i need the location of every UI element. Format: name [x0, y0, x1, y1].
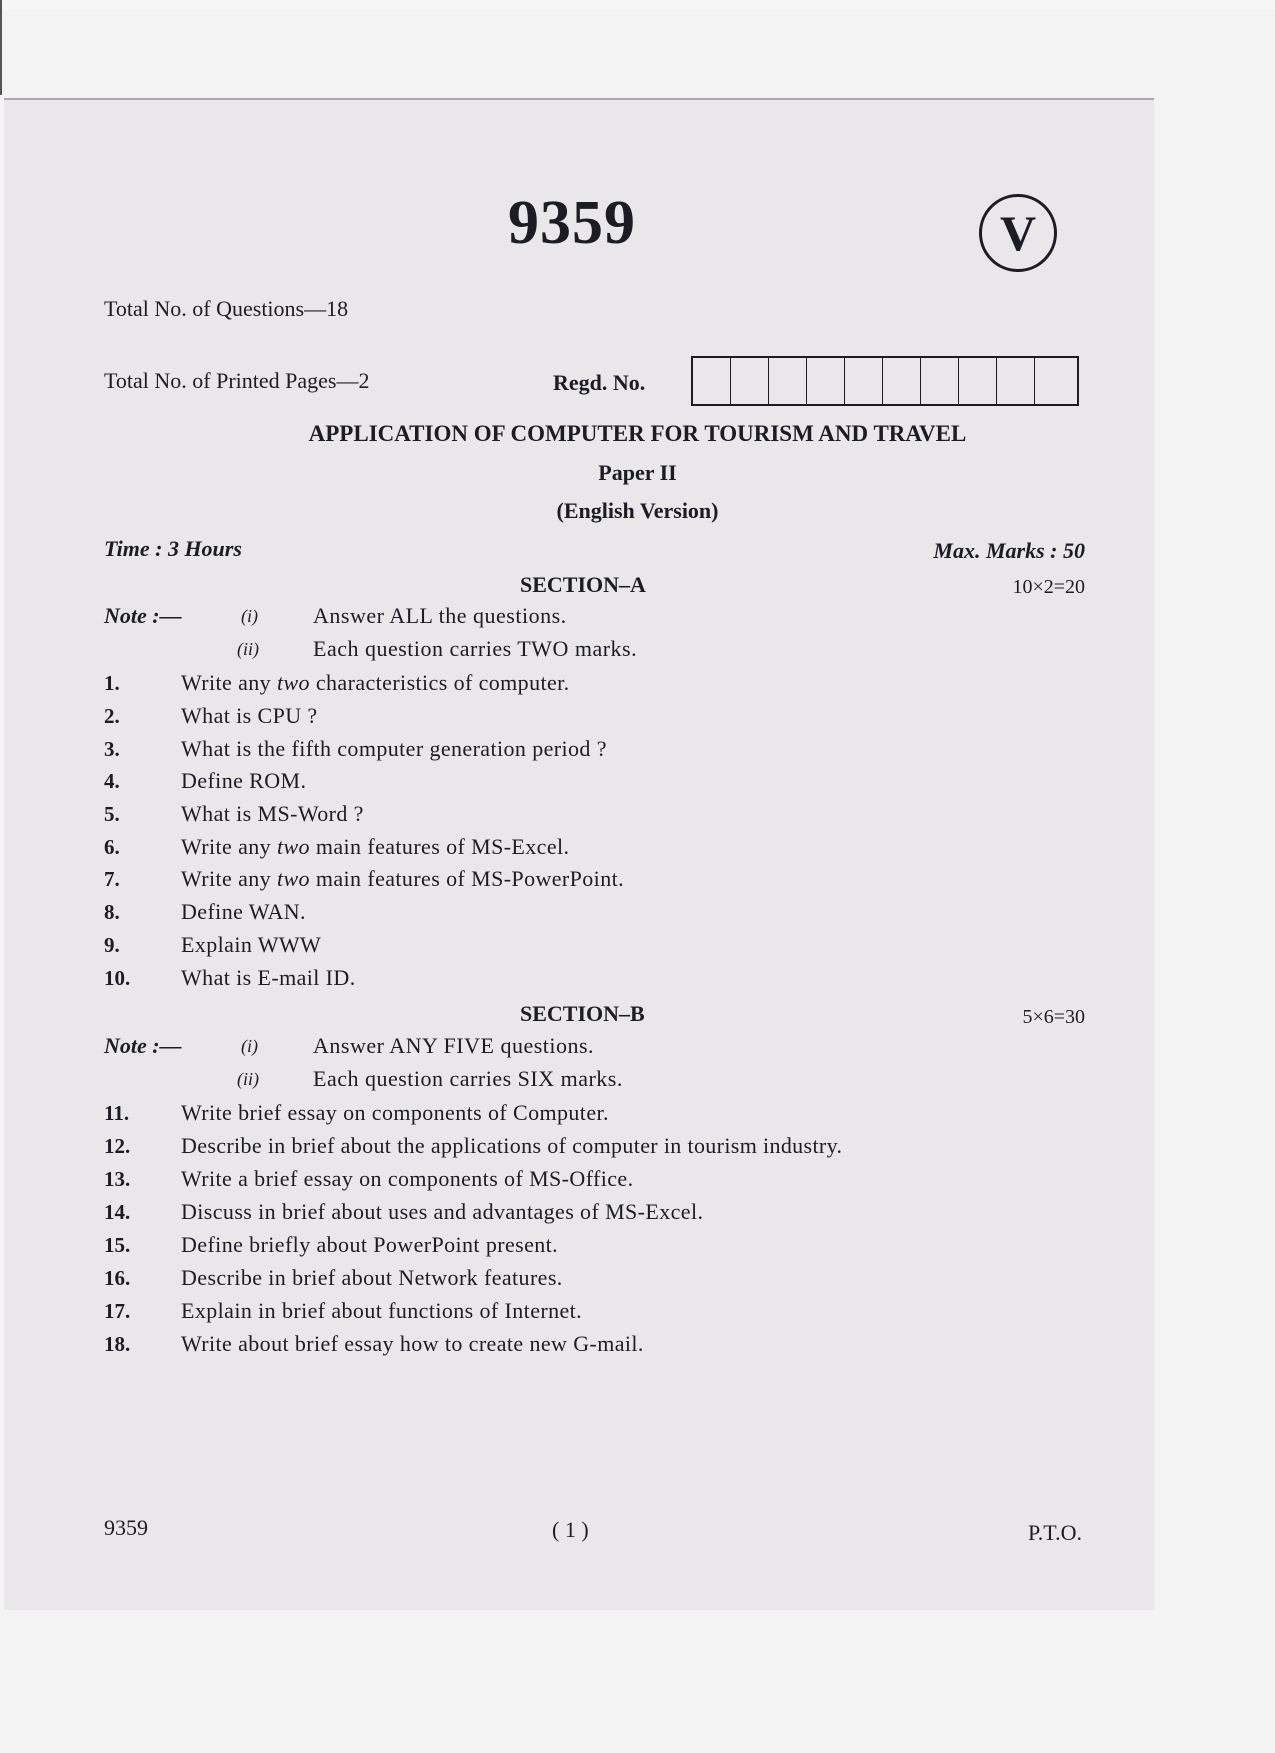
- question-text-part: Write any: [181, 866, 277, 891]
- scan-edge-top: [0, 0, 1275, 10]
- question-text-part: main features of MS-Excel.: [309, 834, 570, 859]
- total-pages: Total No. of Printed Pages—2: [104, 368, 370, 393]
- question-number: 8.: [104, 900, 120, 924]
- question-text-emphasis: two: [276, 670, 310, 695]
- question-text: [181, 834, 569, 860]
- regd-digit-box[interactable]: [845, 358, 883, 404]
- time-allowed: Time : 3 Hours: [104, 536, 242, 561]
- regd-digit-box[interactable]: [807, 358, 845, 404]
- question-text: [181, 768, 306, 794]
- section-a-note-label: Note :—: [104, 603, 182, 628]
- question-text: Describe in brief about the applications of computer in tourism industry.: [181, 1133, 843, 1158]
- question-paper-sheet: [4, 100, 1154, 1610]
- question-text-part: Write any: [181, 670, 277, 695]
- question-number: 9.: [104, 933, 120, 957]
- question-text-part: Write any: [181, 834, 277, 859]
- question-text-part: characteristics of computer.: [309, 670, 570, 695]
- question-text: Define briefly about PowerPoint present.: [181, 1232, 559, 1257]
- section-b-note-num-2: (ii): [237, 1069, 259, 1089]
- question-text-part: What is E-mail ID.: [181, 965, 356, 990]
- question-number: 10.: [104, 966, 131, 990]
- question-number: 18.: [104, 1332, 131, 1356]
- question-number: 17.: [104, 1299, 131, 1323]
- question-text-part: Explain WWW: [181, 932, 322, 957]
- section-a-marks: 10×2=20: [1012, 576, 1085, 598]
- question-number: 4.: [104, 769, 120, 793]
- paper-code: 9359: [508, 189, 636, 257]
- question-text-part: Define WAN.: [181, 899, 306, 924]
- question-number: 6.: [104, 835, 120, 859]
- question-number: 7.: [104, 867, 120, 891]
- section-b-note-text-1: Answer ANY FIVE questions.: [313, 1033, 595, 1058]
- section-a-note-num-1: (i): [241, 606, 258, 626]
- scan-edge-left: [0, 0, 2, 95]
- question-text-part: What is MS-Word ?: [181, 801, 364, 826]
- question-text: [181, 866, 624, 892]
- total-questions: [104, 296, 348, 322]
- question-text: [181, 703, 318, 729]
- regd-label: Regd. No.: [553, 370, 646, 395]
- question-text: [181, 932, 321, 958]
- sheet-top-edge: [4, 98, 1154, 100]
- question-number: 13.: [104, 1167, 131, 1191]
- regd-number-boxes[interactable]: [691, 356, 1079, 406]
- max-marks: Max. Marks : 50: [933, 538, 1085, 563]
- question-number: 15.: [104, 1233, 131, 1257]
- regd-digit-box[interactable]: [731, 358, 769, 404]
- section-a-note-text-1: Answer ALL the questions.: [313, 603, 567, 628]
- regd-digit-box[interactable]: [1035, 358, 1077, 404]
- question-number: 12.: [104, 1134, 131, 1158]
- section-a-note-text-2: Each question carries TWO marks.: [313, 636, 638, 661]
- regd-digit-box[interactable]: [883, 358, 921, 404]
- subject-title: APPLICATION OF COMPUTER FOR TOURISM AND TRAVEL: [308, 421, 967, 446]
- paper-label: Paper II: [598, 460, 677, 485]
- version-label: (English Version): [556, 498, 719, 523]
- question-text: Discuss in brief about uses and advantages of MS-Excel.: [181, 1199, 704, 1224]
- section-a-note-num-2: (ii): [237, 639, 259, 659]
- question-text-part: What is the fifth computer generation period ?: [181, 736, 607, 761]
- question-text: [181, 670, 570, 696]
- question-text: [181, 736, 607, 762]
- question-text: Write a brief essay on components of MS-Office.: [181, 1166, 634, 1191]
- question-number: 2.: [104, 704, 120, 728]
- question-number: 5.: [104, 802, 120, 826]
- question-number: 1.: [104, 671, 120, 695]
- question-number: 3.: [104, 737, 120, 761]
- question-text-emphasis: two: [276, 834, 310, 859]
- question-text: Write about brief essay how to create new G-mail.: [181, 1331, 644, 1356]
- regd-digit-box[interactable]: [921, 358, 959, 404]
- question-text: Write brief essay on components of Computer.: [181, 1100, 609, 1125]
- page-number: ( 1 ): [552, 1517, 589, 1542]
- question-number: 11.: [104, 1101, 130, 1125]
- question-number: 14.: [104, 1200, 131, 1224]
- section-b-note-label: Note :—: [104, 1033, 182, 1058]
- section-b-note-text-2: Each question carries SIX marks.: [313, 1066, 623, 1091]
- question-text: [181, 801, 364, 827]
- pto-label: P.T.O.: [1028, 1520, 1082, 1545]
- version-badge: V: [979, 194, 1057, 272]
- section-b-note-num-1: (i): [241, 1036, 258, 1056]
- question-number: 16.: [104, 1266, 131, 1290]
- question-text-part: Define ROM.: [181, 768, 307, 793]
- footer-code: 9359: [104, 1515, 148, 1540]
- regd-digit-box[interactable]: [769, 358, 807, 404]
- regd-digit-box[interactable]: [693, 358, 731, 404]
- section-b-marks: 5×6=30: [1022, 1006, 1085, 1028]
- total-questions-text: Total No. of Questions—18: [104, 296, 349, 321]
- section-a-heading: SECTION–A: [520, 572, 646, 597]
- question-text-emphasis: two: [276, 866, 310, 891]
- regd-digit-box[interactable]: [959, 358, 997, 404]
- regd-digit-box[interactable]: [997, 358, 1035, 404]
- question-text-part: main features of MS-PowerPoint.: [309, 866, 625, 891]
- question-text-part: What is CPU ?: [181, 703, 318, 728]
- question-text: [181, 965, 356, 991]
- section-b-heading: SECTION–B: [520, 1001, 645, 1026]
- question-text: [181, 899, 306, 925]
- question-text: Explain in brief about functions of Internet.: [181, 1298, 583, 1323]
- question-text: Describe in brief about Network features.: [181, 1265, 563, 1290]
